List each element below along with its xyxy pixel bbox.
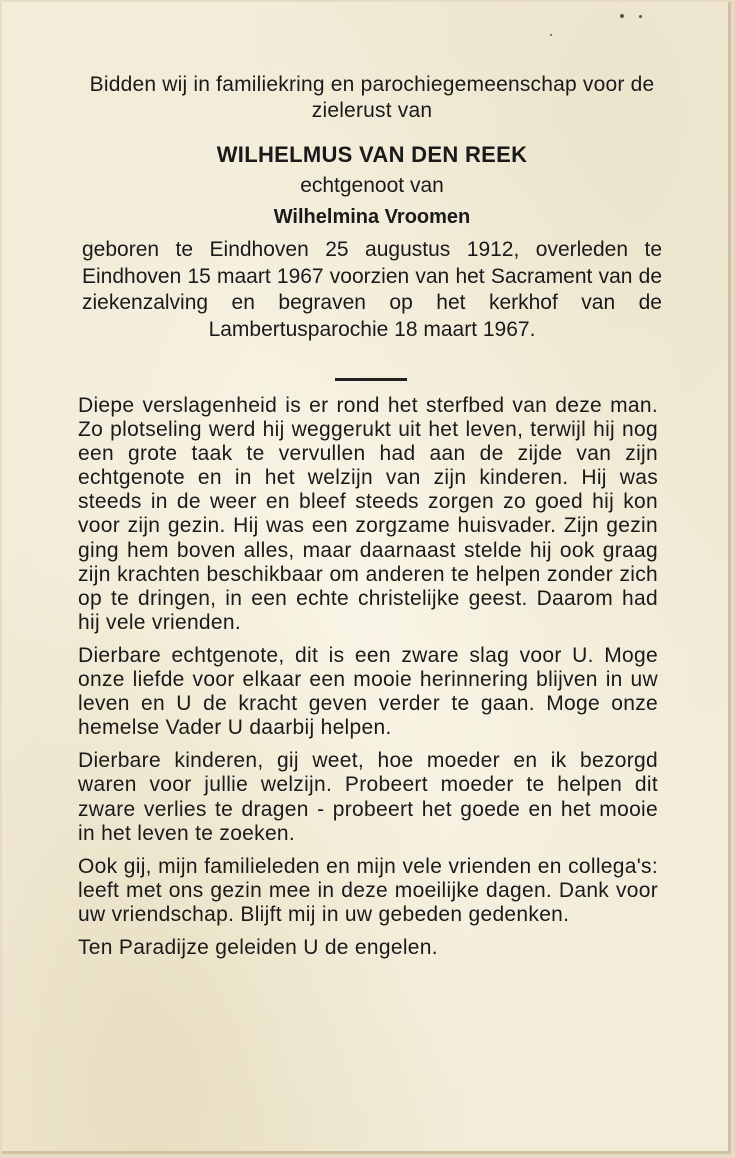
paper-speck [639, 15, 642, 18]
divider-line [335, 378, 407, 381]
memorial-text [78, 394, 658, 969]
memorial-card [2, 2, 731, 1154]
intro-text: Bidden wij in familiekring en parochiegemeenschap voor de zielerust van [89, 73, 655, 122]
birth-death-details: geboren te Eindhoven 25 augustus 1912, overleden te Eindhoven 15 maart 1967 voorzien van het Sacrament van de ziekenzalving en begraven op het kerkhof van de Lambertusparochie 18 maart 1967. [82, 238, 662, 341]
spouse-name: Wilhelmina Vroomen [273, 206, 471, 228]
paragraph-family-friends: Ook gij, mijn familieleden en mijn vele vrienden en collega's: leeft met ons gezin mee in deze moeilijke dagen. Dank voor uw vriendschap. Blijft mij in uw gebeden gedenken. [78, 854, 658, 926]
paper-speck [620, 14, 624, 18]
paragraph-children: Dierbare kinderen, gij weet, hoe moeder en ik bezorgd waren voor jullie welzijn. Probeert moeder te helpen dit zware verlies te dragen - probeert het goede en het mooie in het leven te zoeken. [78, 749, 658, 845]
paper-speck [550, 34, 552, 36]
deceased-name: WILHELMUS VAN DEN REEK [216, 142, 528, 167]
paragraph-closing-prayer: Ten Paradijze geleiden U de engelen. [78, 935, 438, 959]
spouse-label: echtgenoot van [300, 174, 444, 197]
paragraph-spouse: Dierbare echtgenote, dit is een zware slag voor U. Moge onze liefde voor elkaar een mooie herinnering blijven in uw leven en U de kracht geven verder te gaan. Moge onze hemelse Vader U daarbij helpen. [78, 643, 658, 740]
paragraph-tribute: Diepe verslagenheid is er rond het sterfbed van deze man. Zo plotseling werd hij weggerukt uit het leven, terwijl hij nog een grote taak te vervullen had aan de zijde van zijn echtgenote en in het welzijn van zijn kinderen. Hij was steeds in de weer en bleef steeds zorgen zo goed hij kon voor zijn gezin. Hij was een zorgzame huisvader. Zijn gezin ging hem boven alles, maar daarnaast stelde hij ook graag zijn krachten beschikbaar om anderen te helpen zonder zich op te dringen, in een echte christelijke geest. Daarom had hij vele vrienden. [78, 394, 658, 634]
